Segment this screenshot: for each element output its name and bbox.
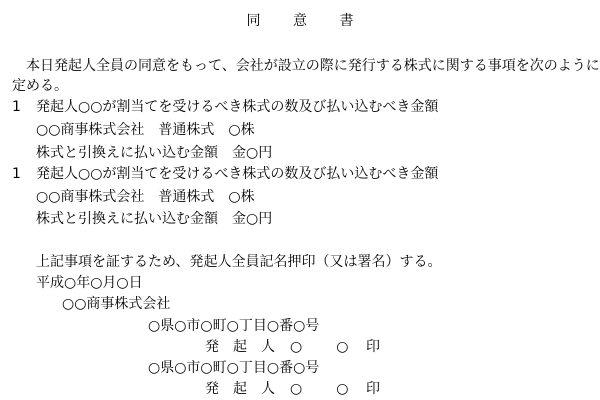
item-2-payment: 株式と引換えに払い込む金額 金○円 — [36, 211, 273, 227]
signatory-2-name: ○ ○ — [290, 381, 359, 397]
certification-statement: 上記事項を証するため、発起人全員記名押印（又は署名）する。 — [36, 254, 442, 270]
intro-line-2: 定める。 — [12, 78, 68, 94]
item-1-shares: ○○商事株式会社 普通株式 ○株 — [36, 122, 255, 138]
signatory-2-address: ○県○市○町○丁目○番○号 — [148, 360, 320, 376]
item-2 — [0, 166, 600, 182]
signatory-2 — [0, 381, 600, 397]
item-2-heading: 発起人○○が割当てを受けるべき株式の数及び払い込むべき金額 — [36, 166, 439, 182]
signatory-1 — [0, 339, 600, 355]
signatory-2-role: 発起人 — [205, 381, 289, 397]
document-date: 平成○年○月○日 — [36, 275, 143, 291]
signatory-2-seal: 印 — [366, 381, 380, 397]
signatory-1-role: 発起人 — [205, 339, 289, 355]
signatory-1-seal: 印 — [366, 339, 380, 355]
item-2-number: 1 — [12, 166, 21, 182]
item-2-shares: ○○商事株式会社 普通株式 ○株 — [36, 189, 255, 205]
item-1 — [0, 99, 600, 115]
item-1-heading: 発起人○○が割当てを受けるべき株式の数及び払い込むべき金額 — [36, 99, 439, 115]
item-1-payment: 株式と引換えに払い込む金額 金○円 — [36, 145, 273, 161]
signatory-1-address: ○県○市○町○丁目○番○号 — [148, 318, 320, 334]
intro-line-1: 本日発起人全員の同意をもって、会社が設立の際に発行する株式に関する事項を次のように — [12, 58, 600, 74]
item-1-number: 1 — [12, 99, 21, 115]
signatory-1-name: ○ ○ — [290, 339, 359, 355]
company-name: ○○商事株式会社 — [62, 296, 171, 312]
document-title: 同 意 書 — [246, 13, 368, 29]
